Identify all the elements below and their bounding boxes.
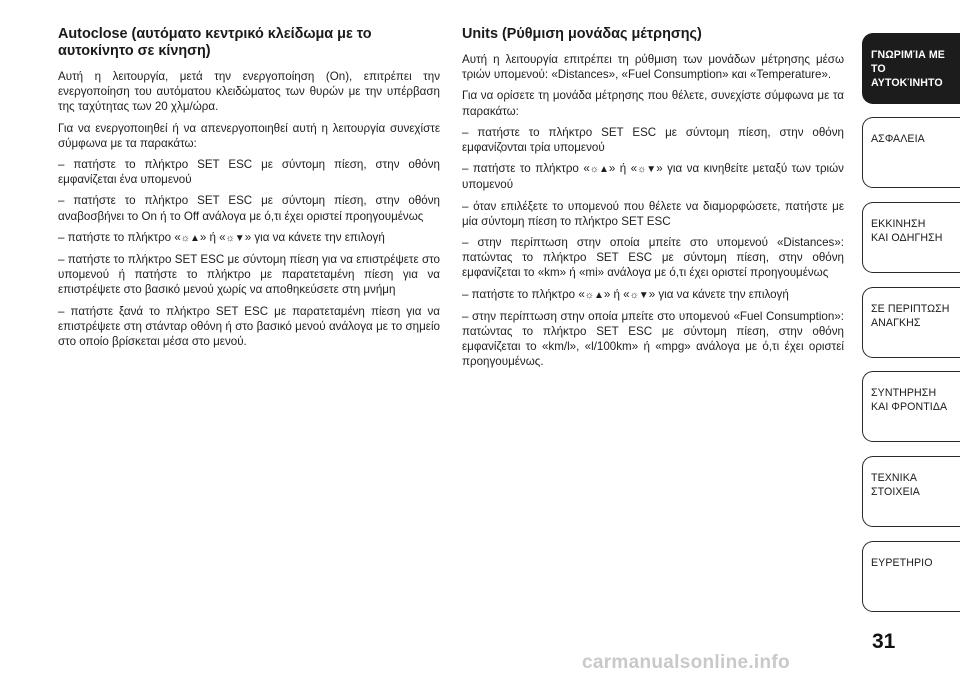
- tab-label: ΓΝΩΡΙΜΊΑ ΜΕ ΤΟ ΑΥΤΟΚΊΝΗΤΟ: [871, 49, 945, 89]
- down-button-icon: ☼▼: [225, 232, 245, 244]
- units-heading: Units (Ρύθμιση μονάδας μέτρησης): [462, 26, 702, 42]
- up-button-icon: ☼▲: [589, 164, 609, 176]
- paragraph: – πατήστε το πλήκτρο SET ESC με σύντομη πίεση, στην οθόνη εμφανίζεται ένα υπομενού: [58, 158, 440, 187]
- tab-label: ΣΥΝΤΗΡΗΣΗ ΚΑΙ ΦΡΟΝΤΙΔΑ: [871, 387, 948, 413]
- text-fragment: – πατήστε το πλήκτρο «: [462, 287, 585, 301]
- text-fragment: » για να κινηθείτε μεταξύ των τριών υπομενού: [462, 162, 844, 192]
- paragraph: Για να ενεργοποιηθεί ή να απενεργοποιηθεί αυτή η λειτουργία συνεχίστε σύμφωνα με τα παρακάτω:: [58, 121, 440, 150]
- tab-index[interactable]: [862, 541, 960, 612]
- up-button-icon: ☼▲: [584, 289, 604, 301]
- tab-label: ΣΕ ΠΕΡΙΠΤΩΣΗ ΑΝΑΓΚΗΣ: [871, 303, 950, 329]
- watermark: carmanualsonline.info: [582, 652, 790, 673]
- text-fragment: – πατήστε το πλήκτρο «: [58, 230, 181, 244]
- tab-technical-data[interactable]: [862, 456, 960, 527]
- text-fragment: – πατήστε το πλήκτρο «: [462, 162, 590, 176]
- paragraph: Αυτή η λειτουργία επιτρέπει τη ρύθμιση των μονάδων μέτρησης μέσω τριών υπομενού: «Distances», «Fuel Consumption» και «Temperature».: [462, 53, 844, 82]
- paragraph: – πατήστε ξανά το πλήκτρο SET ESC με παρατεταμένη πίεση για να επιστρέψετε στη στάνταρ οθόνη ή στο βασικό μενού ανάλογα με το σημείο στο οποίο βρίσκεται μέσα στο μενού.: [58, 304, 440, 349]
- paragraph: Για να ορίσετε τη μονάδα μέτρησης που θέλετε, συνεχίστε σύμφωνα με τα παρακάτω:: [462, 89, 844, 118]
- paragraph: – όταν επιλέξετε το υπομενού που θέλετε να διαμορφώσετε, πατήστε με μία σύντομη πίεση το πλήκτρο SET ESC: [462, 199, 844, 228]
- nav-instruction: [462, 161, 844, 192]
- autoclose-heading: Autoclose (αυτόματο κεντρικό κλείδωμα με το αυτοκίνητο σε κίνηση): [58, 26, 372, 59]
- tab-getting-to-know-car[interactable]: [862, 33, 960, 104]
- tab-maintenance[interactable]: [862, 371, 960, 442]
- tab-safety[interactable]: [862, 117, 960, 188]
- down-button-icon: ☼▼: [637, 164, 657, 176]
- paragraph: – πατήστε το πλήκτρο SET ESC με σύντομη πίεση, στην οθόνη αναβοσβήνει το On ή το Off ανάλογα με ό,τι έχει οριστεί προηγουμένως: [58, 194, 440, 223]
- down-button-icon: ☼▼: [629, 289, 649, 301]
- up-button-icon: ☼▲: [180, 232, 200, 244]
- tab-label: ΤΕΧΝΙΚΑ ΣΤΟΙΧΕΙΑ: [871, 472, 920, 498]
- left-column: [58, 26, 440, 355]
- right-column: [462, 26, 844, 376]
- tab-label: ΕΚΚΙΝΗΣΗ ΚΑΙ ΟΔΗΓΗΣΗ: [871, 218, 943, 244]
- text-fragment: » για να κάνετε την επιλογή: [648, 287, 789, 301]
- nav-instruction: [58, 230, 440, 246]
- paragraph: – πατήστε το πλήκτρο SET ESC με σύντομη πίεση, στην οθόνη εμφανίζονται τρία υπομενού: [462, 125, 844, 155]
- paragraph: – στην περίπτωση στην οποία μπείτε στο υπομενού «Distances»: πατώντας το πλήκτρο SET ESC με σύντομη πίεση, στην οθόνη εμφανίζεται το «km» ή «mi» ανάλογα με ό,τι έχει οριστεί προηγουμένως: [462, 236, 844, 280]
- text-fragment: » ή «: [603, 287, 630, 301]
- text-fragment: » για να κάνετε την επιλογή: [244, 230, 385, 244]
- paragraph: – πατήστε το πλήκτρο SET ESC με σύντομη πίεση για να επιστρέψετε στο υπομενού ή πατήστε το πλήκτρο με παρατεταμένη πίεση για να επιστρέψετε στο βασικό μενού χωρίς να αποθηκεύσετε στη μνήμη: [58, 253, 440, 297]
- tab-starting-driving[interactable]: [862, 202, 960, 273]
- paragraph: – στην περίπτωση στην οποία μπείτε στο υπομενού «Fuel Consumption»: πατώντας το πλήκτρο SET ESC με σύντομη πίεση, στην οθόνη εμφανίζεται το «km/l», «l/100km» ή «mpg» ανάλογα με ό,τι έχει οριστεί προηγουμένως.: [462, 309, 844, 369]
- chapter-tabs: [862, 33, 960, 617]
- tab-label: ΕΥΡΕΤΗΡΙΟ: [871, 557, 933, 569]
- page-number: 31: [872, 630, 896, 653]
- text-fragment: » ή «: [199, 230, 226, 244]
- tab-label: ΑΣΦΑΛΕΙΑ: [871, 133, 925, 145]
- nav-instruction: [462, 287, 844, 303]
- text-fragment: » ή «: [608, 162, 638, 176]
- tab-emergency[interactable]: [862, 287, 960, 358]
- paragraph: Αυτή η λειτουργία, μετά την ενεργοποίηση (On), επιτρέπει την ενεργοποίηση του αυτόματου κλειδώματος των θυρών με την υπέρβαση της ταχύτητας των 20 χλμ/ώρα.: [58, 70, 440, 114]
